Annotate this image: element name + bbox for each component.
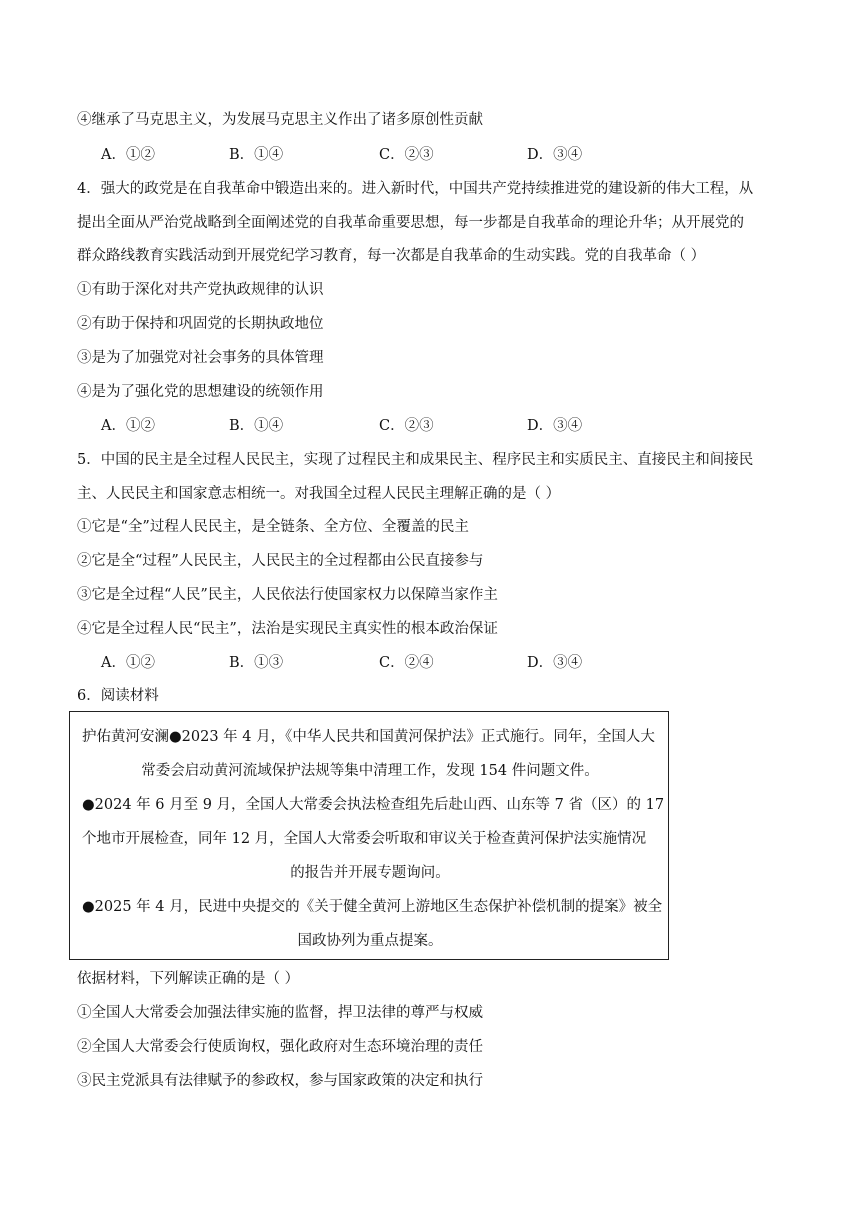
q4-options bbox=[101, 416, 701, 436]
q5-item-4: ④它是全过程人民“民主”，法治是实现民主真实性的根本政治保证 bbox=[77, 621, 498, 637]
q4-stem-line-3: 群众路线教育实践活动到开展党纪学习教育，每一次都是自我革命的生动实践。党的自我革命（ ） bbox=[77, 248, 706, 264]
q4-option-b: B．①④ bbox=[229, 418, 284, 434]
q4-stem-line-2: 提出全面从严治党战略到全面阐述党的自我革命重要思想，每一步都是自我革命的理论升华；从开展党的 bbox=[77, 215, 744, 231]
q3-options bbox=[101, 145, 701, 165]
q4-option-d: D．③④ bbox=[527, 418, 583, 434]
material-line-5: 的报告并开展专题询问。 bbox=[290, 865, 450, 881]
material-line-1: 护佑黄河安澜●2023 年 4 月，《中华人民共和国黄河保护法》正式施行。同年，全国人大 bbox=[82, 729, 655, 745]
material-line-3: ●2024 年 6 月至 9 月，全国人大常委会执法检查组先后赴山西、山东等 7 省（区）的 17 bbox=[82, 797, 665, 813]
q3-option-d: D．③④ bbox=[527, 147, 583, 163]
q4-option-c: C．②③ bbox=[379, 418, 434, 434]
material-line-6: ●2025 年 4 月，民进中央提交的《关于健全黄河上游地区生态保护补偿机制的提案》被全 bbox=[82, 899, 663, 915]
material-box bbox=[69, 711, 669, 960]
q3-option-b: B．①④ bbox=[229, 147, 284, 163]
q5-option-d: D．③④ bbox=[527, 655, 583, 671]
q5-item-2: ②它是全“过程”人民民主，人民民主的全过程都由公民直接参与 bbox=[77, 553, 484, 569]
material-line-2: 常委会启动黄河流域保护法规等集中清理工作，发现 154 件问题文件。 bbox=[141, 763, 599, 779]
q5-item-3: ③它是全过程“人民”民主，人民依法行使国家权力以保障当家作主 bbox=[77, 587, 498, 603]
q5-item-1: ①它是“全”过程人民民主，是全链条、全方位、全覆盖的民主 bbox=[77, 519, 469, 535]
material-line-4: 个地市开展检查，同年 12 月，全国人大常委会听取和审议关于检查黄河保护法实施情况 bbox=[82, 831, 647, 847]
q6-item-3: ③民主党派具有法律赋予的参政权，参与国家政策的决定和执行 bbox=[77, 1073, 483, 1089]
q5-options bbox=[101, 653, 701, 673]
q5-option-a: A．①② bbox=[101, 655, 155, 671]
q4-item-4: ④是为了强化党的思想建设的统领作用 bbox=[77, 384, 324, 400]
q3-item-4: ④继承了马克思主义，为发展马克思主义作出了诸多原创性贡献 bbox=[77, 112, 483, 128]
q5-stem-line-1: 5．中国的民主是全过程人民民主，实现了过程民主和成果民主、程序民主和实质民主、直接民主和间接民 bbox=[77, 452, 754, 468]
material-line-7: 国政协列为重点提案。 bbox=[297, 933, 443, 949]
q6-question: 依据材料，下列解读正确的是（ ） bbox=[77, 971, 300, 987]
q6-stem: 6．阅读材料 bbox=[77, 688, 159, 704]
q6-item-2: ②全国人大常委会行使质询权，强化政府对生态环境治理的责任 bbox=[77, 1039, 483, 1055]
q4-option-a: A．①② bbox=[101, 418, 155, 434]
q5-option-c: C．②④ bbox=[379, 655, 434, 671]
q4-item-1: ①有助于深化对共产党执政规律的认识 bbox=[77, 282, 324, 298]
q5-stem-line-2: 主、人民民主和国家意志相统一。对我国全过程人民民主理解正确的是（ ） bbox=[77, 486, 561, 502]
q4-stem-line-1: 4．强大的政党是在自我革命中锻造出来的。进入新时代，中国共产党持续推进党的建设新的伟大工程，从 bbox=[77, 181, 754, 197]
q3-option-a: A．①② bbox=[101, 147, 155, 163]
q3-option-c: C．②③ bbox=[379, 147, 434, 163]
q6-item-1: ①全国人大常委会加强法律实施的监督，捍卫法律的尊严与权威 bbox=[77, 1005, 483, 1021]
q4-item-3: ③是为了加强党对社会事务的具体管理 bbox=[77, 350, 324, 366]
q5-option-b: B．①③ bbox=[229, 655, 284, 671]
q4-item-2: ②有助于保持和巩固党的长期执政地位 bbox=[77, 316, 324, 332]
